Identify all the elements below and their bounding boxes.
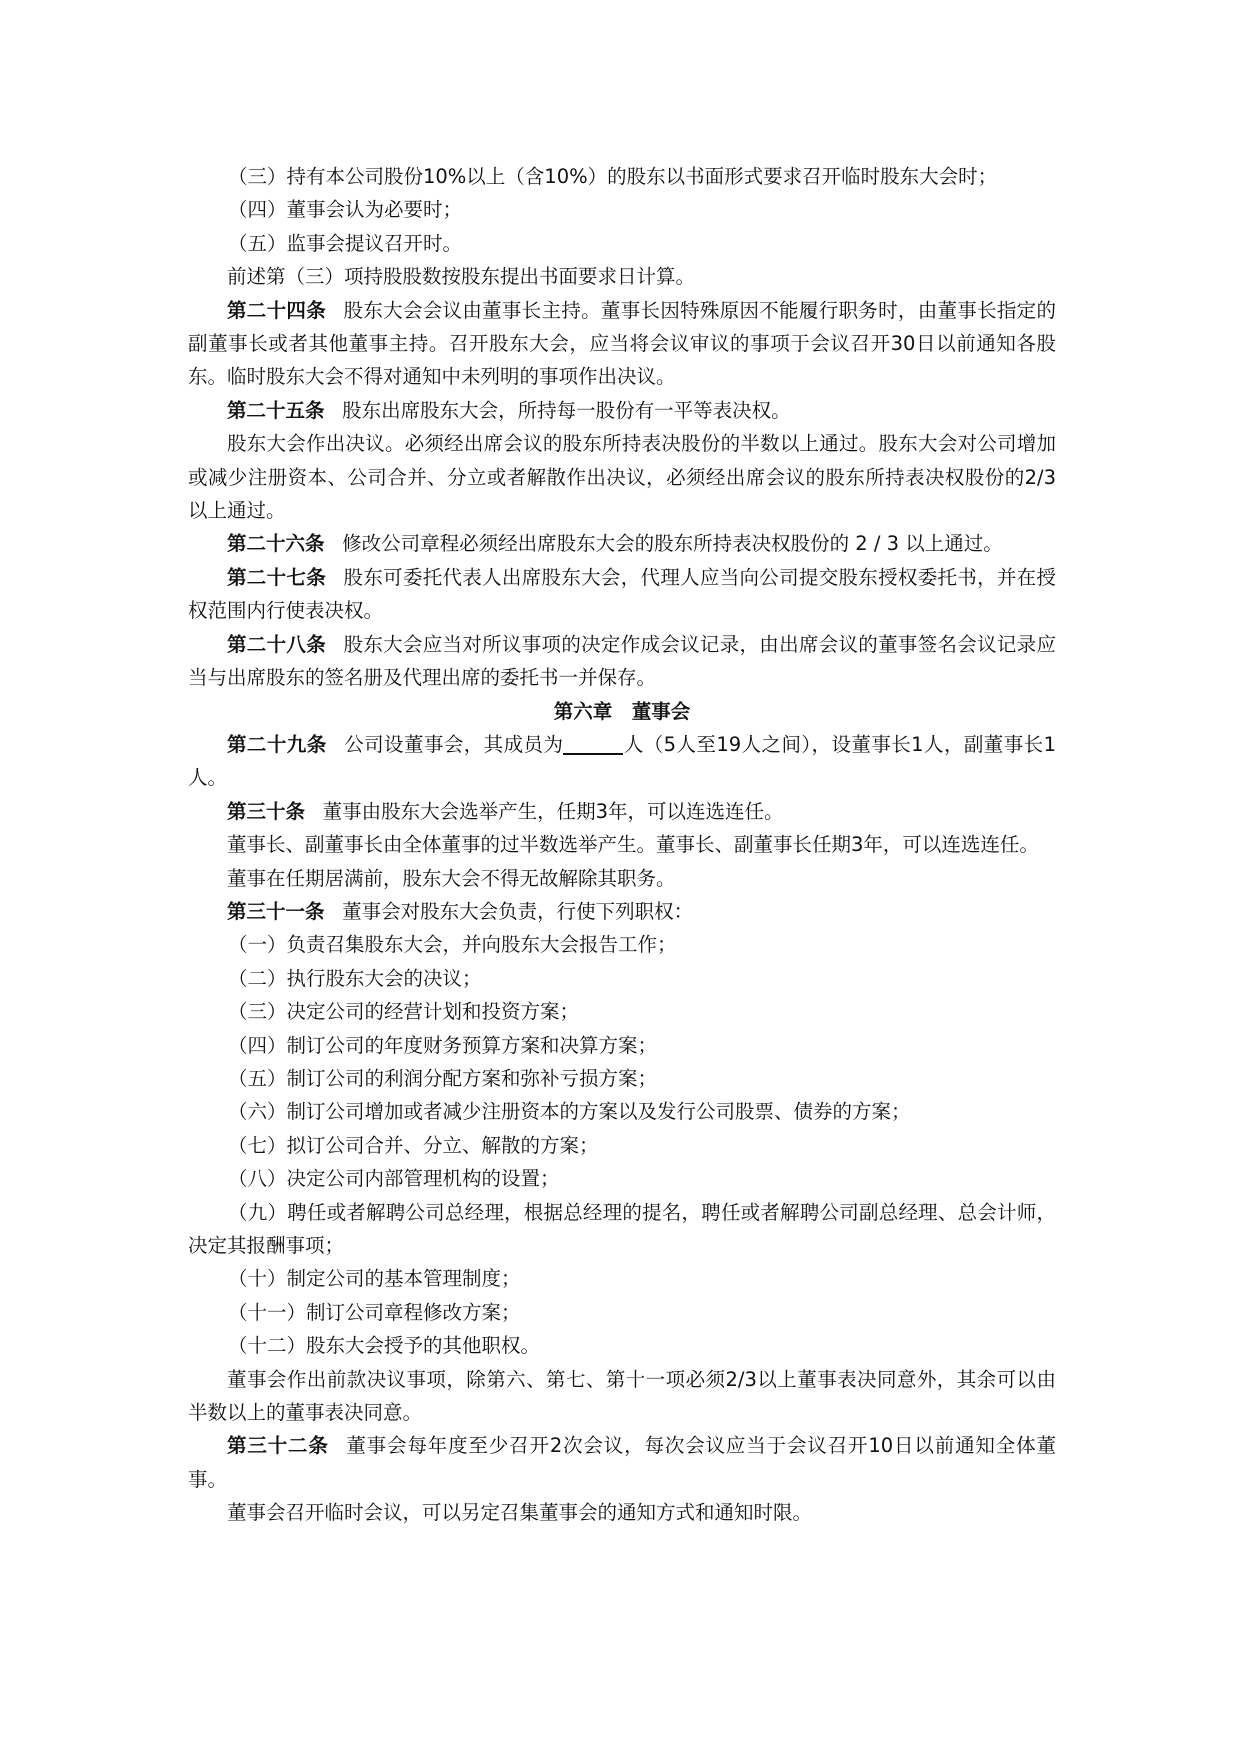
- article-text: 股东出席股东大会，所持每一股份有一平等表决权。: [342, 398, 791, 422]
- list-item: （十）制定公司的基本管理制度；: [227, 1267, 521, 1291]
- article-text: 股东大会会议由董事长主持。董事长因特殊原因不能履行职务时，由董事长指定的副董事长或者其他董事主持。召开股东大会，应当将会议审议的事项于会议召开30日以前通知各股东。临时股东大会不得对通知中未列明的事项作出决议。: [188, 298, 1056, 389]
- list-item: （二）执行股东大会的决议；: [227, 966, 482, 990]
- paragraph: 股东大会作出决议。必须经出席会议的股东所持表决股份的半数以上通过。股东大会对公司增加或减少注册资本、公司合并、分立或者解散作出决议，必须经出席会议的股东所持表决权股份的2/3以上通过。: [188, 432, 1056, 523]
- article-text: 董事由股东大会选举产生，任期3年，可以连选连任。: [322, 799, 784, 823]
- article-29: [188, 728, 1056, 795]
- document-page: [188, 160, 1056, 1530]
- list-item: （七）拟订公司合并、分立、解散的方案；: [227, 1133, 599, 1157]
- article-text: 股东可委托代表人出席股东大会，代理人应当向公司提交股东授权委托书，并在授权范围内行使表决权。: [188, 565, 1056, 623]
- paragraph: 董事会作出前款决议事项，除第六、第七、第十一项必须2/3以上董事表决同意外，其余可以由半数以上的董事表决同意。: [188, 1367, 1056, 1425]
- article-label: 第二十六条: [227, 532, 325, 556]
- article-label: 第三十一条: [227, 899, 325, 923]
- list-item: （四）董事会认为必要时；: [227, 198, 462, 222]
- article-text: 人（5人至19人之间），设董事长1人，副董事长1人。: [188, 732, 1056, 790]
- list-item: （六）制订公司增加或者减少注册资本的方案以及发行公司股票、债券的方案；: [227, 1100, 911, 1124]
- article-text: 修改公司章程必须经出席股东大会的股东所持表决权股份的 2 / 3 以上通过。: [342, 532, 1003, 556]
- paragraph: 董事在任期居满前，股东大会不得无故解除其职务。: [227, 866, 676, 890]
- article-27: [188, 561, 1056, 628]
- list-item: （一）负责召集股东大会，并向股东大会报告工作；: [227, 933, 677, 957]
- article-text: 股东大会应当对所议事项的决定作成会议记录，由出席会议的董事签名会议记录应当与出席股东的签名册及代理出席的委托书一并保存。: [188, 632, 1056, 690]
- list-item: （九）聘任或者解聘公司总经理，根据总经理的提名，聘任或者解聘公司副总经理、总会计师，决定其报酬事项；: [188, 1200, 1056, 1257]
- article-28: [188, 628, 1056, 695]
- article-31: [188, 895, 1056, 928]
- article-24: [188, 294, 1056, 394]
- list-item: （三）决定公司的经营计划和投资方案；: [227, 1000, 579, 1024]
- article-text: 董事会每年度至少召开2次会议，每次会议应当于会议召开10日以前通知全体董事。: [188, 1434, 1056, 1491]
- article-label: 第二十九条: [227, 732, 327, 756]
- list-item: （十一）制订公司章程修改方案；: [227, 1300, 521, 1324]
- article-30: [188, 795, 1056, 828]
- article-text: 公司设董事会，其成员为: [344, 732, 564, 756]
- fill-in-blank: [563, 733, 623, 755]
- article-label: 第二十七条: [227, 565, 326, 589]
- article-label: 第三十二条: [227, 1434, 329, 1458]
- article-label: 第三十条: [227, 799, 306, 823]
- list-item: （五）监事会提议召开时。: [227, 231, 462, 255]
- list-item: （三）持有本公司股份10%以上（含10%）的股东以书面形式要求召开临时股东大会时；: [227, 165, 998, 188]
- article-label: 第二十五条: [227, 398, 325, 422]
- article-label: 第二十八条: [227, 632, 326, 656]
- article-26: [188, 527, 1056, 560]
- article-25: [188, 394, 1056, 427]
- paragraph: 董事长、副董事长由全体董事的过半数选举产生。董事长、副董事长任期3年，可以连选连任。: [227, 833, 1039, 857]
- paragraph: 董事会召开临时会议，可以另定召集董事会的通知方式和通知时限。: [227, 1501, 813, 1525]
- list-item: （五）制订公司的利润分配方案和弥补亏损方案；: [227, 1066, 657, 1090]
- article-text: 董事会对股东大会负责，行使下列职权：: [342, 899, 694, 923]
- article-label: 第二十四条: [227, 298, 326, 322]
- paragraph: 前述第（三）项持股股数按股东提出书面要求日计算。: [227, 265, 696, 289]
- list-item: （十二）股东大会授予的其他职权。: [227, 1334, 540, 1358]
- article-32: [188, 1429, 1056, 1496]
- list-item: （四）制订公司的年度财务预算方案和决算方案；: [227, 1033, 657, 1057]
- chapter-heading: 第六章 董事会: [553, 699, 691, 723]
- list-item: （八）决定公司内部管理机构的设置；: [227, 1167, 560, 1191]
